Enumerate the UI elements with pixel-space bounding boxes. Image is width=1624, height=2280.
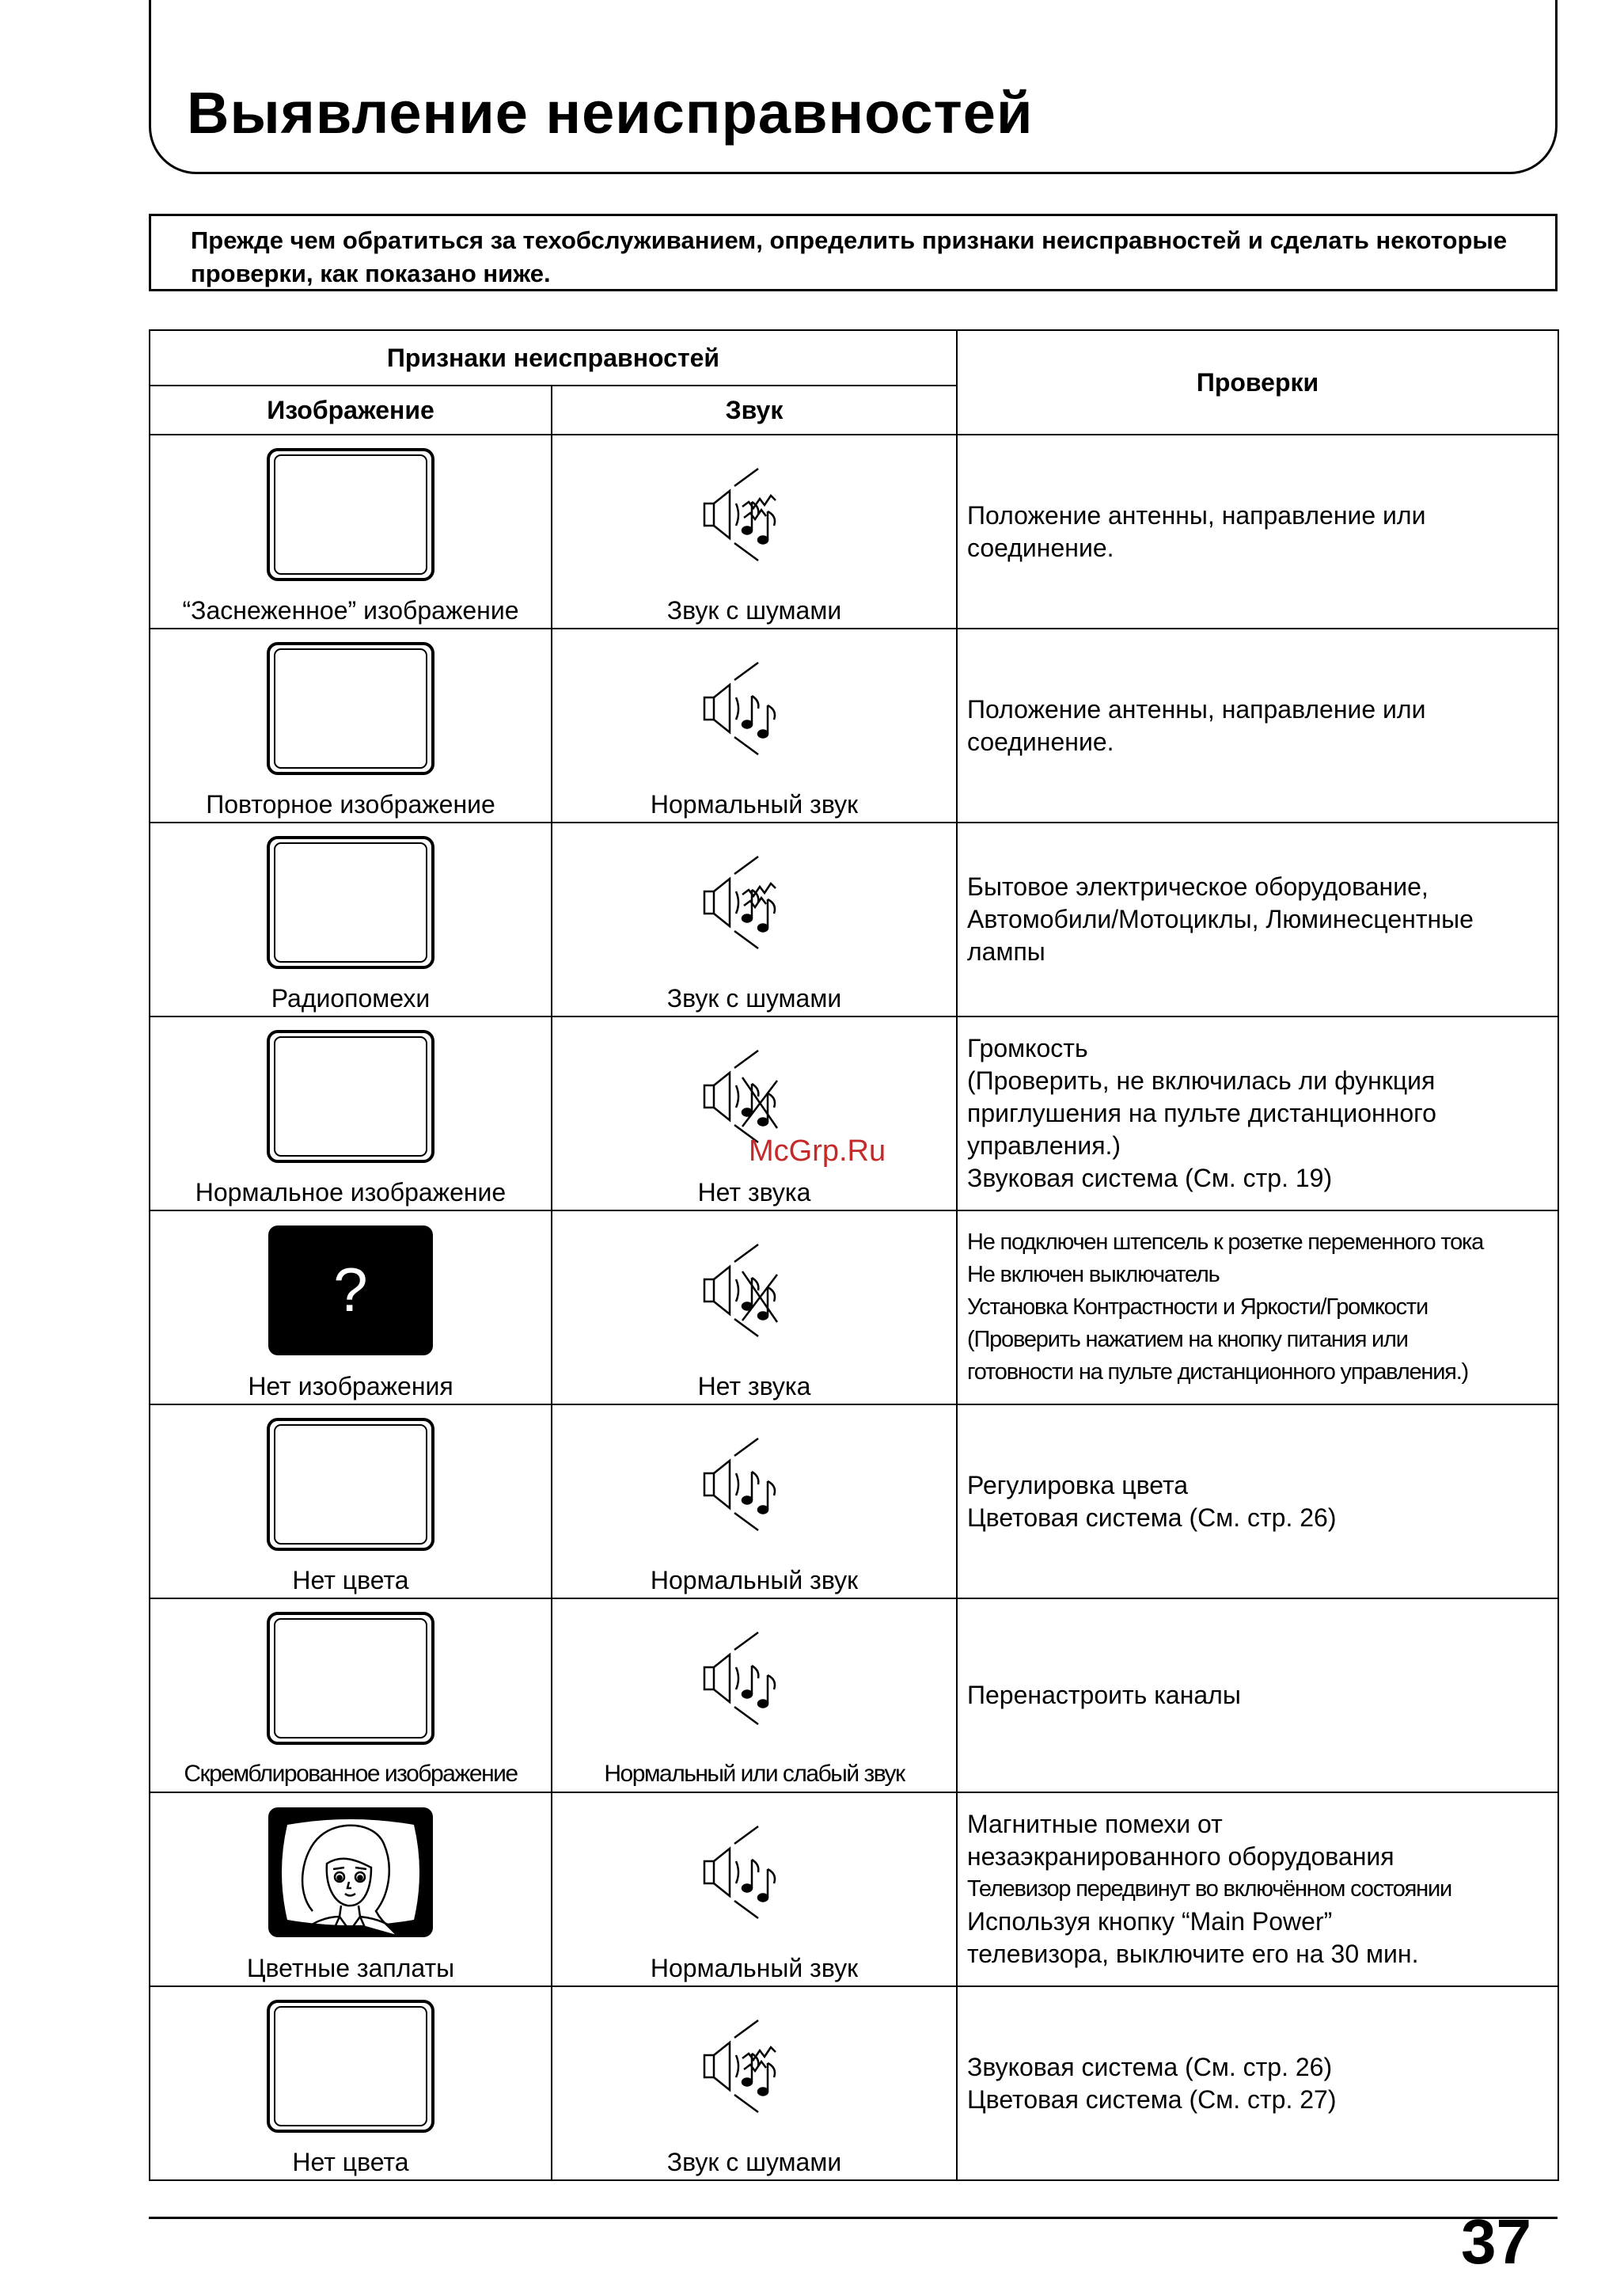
bottom-rule <box>149 2217 1558 2219</box>
page-number: 37 <box>1461 2206 1531 2277</box>
check-line: телевизора, выключите его на 30 мин. <box>967 1940 1419 1968</box>
sound-label: Звук с шумами <box>666 984 842 1013</box>
check-line: Цветовая система (См. стр. 27) <box>967 2084 1337 2114</box>
picture-cell <box>150 823 552 1016</box>
header-picture: Изображение <box>150 386 552 435</box>
table-row <box>150 1210 1558 1404</box>
picture-label: Скремблированное изображение <box>184 1761 518 1787</box>
normal-sound-icon <box>695 661 814 756</box>
check-line: Магнитные помехи от <box>967 1810 1223 1838</box>
picture-label: Повторное изображение <box>206 790 495 819</box>
checks-cell <box>957 1404 1558 1598</box>
picture-cell <box>150 629 552 823</box>
checks-cell <box>957 1986 1558 2180</box>
noisy-sound-icon <box>695 467 814 562</box>
normal-sound-icon <box>695 1437 814 1532</box>
picture-cell <box>150 1210 552 1404</box>
sound-label: Нормальный звук <box>650 790 859 819</box>
normal-sound-icon <box>695 1825 814 1920</box>
checks-cell <box>957 823 1558 1016</box>
no-sound-icon <box>695 1243 814 1338</box>
sound-cell <box>552 1016 957 1210</box>
sound-cell <box>552 435 957 629</box>
interference-picture-icon <box>264 834 438 969</box>
check-line: незаэкранированного оборудования <box>967 1842 1394 1871</box>
check-line: Бытовое электрическое оборудование, <box>967 872 1429 901</box>
sound-cell <box>552 629 957 823</box>
sound-label: Нет звука <box>697 1372 811 1400</box>
check-line: Не включен выключатель <box>967 1262 1220 1287</box>
sound-label: Нет звука <box>697 1178 811 1206</box>
header-checks: Проверки <box>957 330 1558 435</box>
check-line: готовности на пульте дистанционного управления.) <box>967 1359 1469 1385</box>
table-row <box>150 629 1558 823</box>
check-line: Установка Контрастности и Яркости/Громкости <box>967 1294 1428 1320</box>
check-line: Перенастроить каналы <box>967 1681 1241 1709</box>
sound-cell <box>552 1210 957 1404</box>
color-patches-picture-icon <box>264 1804 438 1939</box>
picture-label: Нет изображения <box>248 1372 453 1400</box>
check-line: (Проверить нажатием на кнопку питания или <box>967 1327 1408 1352</box>
sound-label: Звук с шумами <box>666 596 842 625</box>
picture-label: Нет цвета <box>292 1566 409 1594</box>
sound-cell <box>552 823 957 1016</box>
sound-label: Нормальный звук <box>650 1566 859 1594</box>
picture-label: Радиопомехи <box>271 984 431 1013</box>
checks-cell <box>957 1598 1558 1792</box>
checks-cell <box>957 1792 1558 1986</box>
check-line: Автомобили/Мотоциклы, Люминесцентные <box>967 905 1474 933</box>
check-line: (Проверить, не включилась ли функция <box>967 1066 1436 1095</box>
check-line: Цветовая система (См. стр. 26) <box>967 1503 1337 1532</box>
check-line: приглушения на пульте дистанционного <box>967 1099 1436 1127</box>
watermark: McGrp.Ru <box>749 1134 886 1168</box>
check-line: лампы <box>967 937 1045 966</box>
no-picture-icon <box>264 1222 438 1357</box>
ghost-picture-icon <box>264 640 438 775</box>
checks-cell <box>957 1210 1558 1404</box>
table-row <box>150 1792 1558 1986</box>
check-line: Громкость <box>967 1034 1088 1062</box>
checks-cell <box>957 435 1558 629</box>
checks-cell <box>957 629 1558 823</box>
table-row <box>150 1986 1558 2180</box>
check-line: соединение. <box>967 533 1114 562</box>
sound-label: Нормальный звук <box>650 1954 859 1982</box>
table-row <box>150 435 1558 629</box>
check-line: Звуковая система (См. стр. 26) <box>967 2052 1333 2081</box>
normal-picture-icon <box>264 1416 438 1551</box>
sound-cell <box>552 1792 957 1986</box>
header-sound: Звук <box>552 386 957 435</box>
checks-cell <box>957 1016 1558 1210</box>
picture-label: Нет цвета <box>292 2148 409 2176</box>
picture-cell <box>150 1986 552 2180</box>
page-title: Выявление неисправностей <box>187 80 1034 146</box>
sound-label: Нормальный или слабый звук <box>604 1761 905 1787</box>
picture-cell <box>150 435 552 629</box>
check-line: соединение. <box>967 727 1114 756</box>
picture-label: Нормальное изображение <box>195 1178 507 1206</box>
sound-cell <box>552 1986 957 2180</box>
check-line: Положение антенны, направление или <box>967 694 1426 724</box>
check-line: Положение антенны, направление или <box>967 500 1426 530</box>
table-row <box>150 823 1558 1016</box>
snowy-picture-icon <box>264 446 438 581</box>
normal-sound-icon <box>695 1631 814 1726</box>
no-sound-icon <box>695 1049 814 1144</box>
noisy-sound-icon <box>695 855 814 950</box>
normal-picture-icon <box>264 1028 438 1163</box>
sound-cell <box>552 1598 957 1792</box>
picture-cell <box>150 1404 552 1598</box>
picture-cell <box>150 1016 552 1210</box>
intro-box <box>149 214 1558 291</box>
troubleshooting-table <box>149 329 1559 2181</box>
picture-cell <box>150 1792 552 1986</box>
intro-text: Прежде чем обратиться за техобслуживанием, определить признаки неисправностей и сделать некоторые проверки, как показано ниже. <box>191 226 1508 287</box>
svg-text:?: ? <box>333 1255 368 1324</box>
picture-label: Цветные заплаты <box>246 1954 455 1982</box>
check-line: Используя кнопку “Main Power” <box>967 1907 1333 1936</box>
check-line: Не подключен штепсель к розетке переменного тока <box>967 1229 1484 1255</box>
normal-picture-icon <box>264 1998 438 2133</box>
table-row <box>150 1598 1558 1792</box>
table-row <box>150 1016 1558 1210</box>
table-body <box>150 435 1558 2180</box>
picture-label: “Заснеженное” изображение <box>182 596 519 625</box>
check-line: Регулировка цвета <box>967 1470 1189 1499</box>
sound-label: Звук с шумами <box>666 2148 842 2176</box>
scrambled-picture-icon <box>264 1610 438 1745</box>
check-line: управления.) <box>967 1131 1121 1160</box>
picture-cell <box>150 1598 552 1792</box>
check-line: Звуковая система (См. стр. 19) <box>967 1164 1333 1192</box>
check-line: Телевизор передвинут во включённом состоянии <box>967 1876 1451 1902</box>
header-symptoms: Признаки неисправностей <box>150 330 957 386</box>
sound-cell <box>552 1404 957 1598</box>
table-row <box>150 1404 1558 1598</box>
noisy-sound-icon <box>695 2019 814 2114</box>
